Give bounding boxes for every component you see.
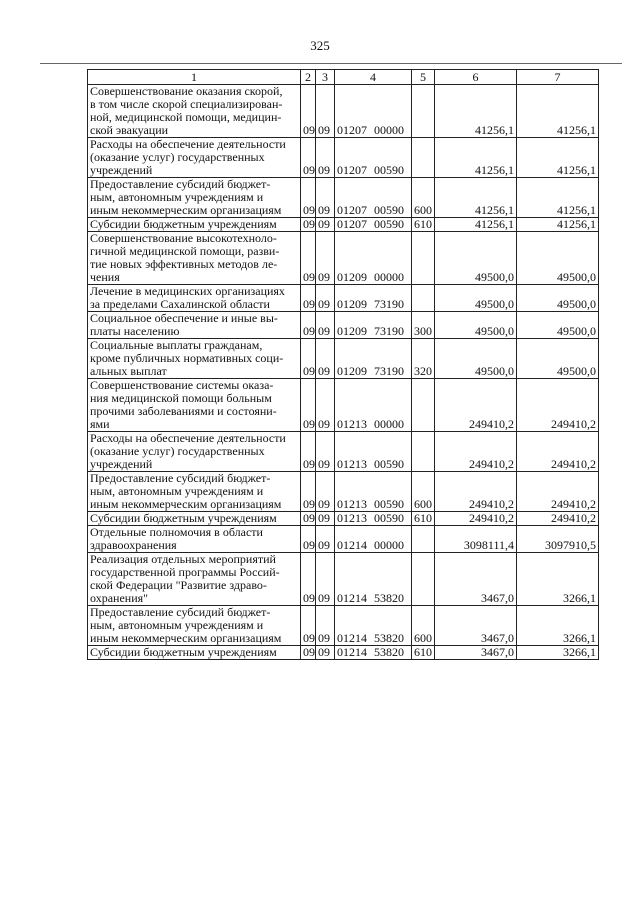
row-amount-year1: 49500,0 bbox=[435, 312, 517, 339]
table-row bbox=[88, 312, 599, 339]
row-subsection: 09 bbox=[316, 379, 335, 432]
row-amount-year2: 49500,0 bbox=[517, 312, 599, 339]
row-section: 09 bbox=[301, 606, 316, 646]
row-subsection: 09 bbox=[316, 606, 335, 646]
row-section: 09 bbox=[301, 218, 316, 232]
row-expense-type bbox=[412, 85, 435, 138]
table-row bbox=[88, 339, 599, 379]
row-subsection: 09 bbox=[316, 339, 335, 379]
header-rule bbox=[40, 63, 622, 64]
row-name: Совершенствование системы оказа- ния медицинской помощи больным прочими заболеваниями и состояни- ями bbox=[88, 379, 301, 432]
row-name: Отдельные полномочия в области здравоохранения bbox=[88, 526, 301, 553]
row-section: 09 bbox=[301, 85, 316, 138]
row-name: Совершенствование оказания скорой, в том числе скорой специализирован- ной, медицинской помощи, медицин- ской эвакуации bbox=[88, 85, 301, 138]
table-row bbox=[88, 646, 599, 660]
row-section: 09 bbox=[301, 178, 316, 218]
table-row bbox=[88, 526, 599, 553]
row-name: Совершенствование высокотехноло- гичной медицинской помощи, разви- тие новых эффективных методов ле- чения bbox=[88, 232, 301, 285]
row-expense-type bbox=[412, 379, 435, 432]
row-amount-year2: 41256,1 bbox=[517, 138, 599, 178]
row-amount-year1: 3467,0 bbox=[435, 553, 517, 606]
row-amount-year2: 249410,2 bbox=[517, 379, 599, 432]
table-row bbox=[88, 285, 599, 312]
row-target-code: 01213 00000 bbox=[335, 379, 412, 432]
row-expense-type: 610 bbox=[412, 646, 435, 660]
column-header: 5 bbox=[412, 70, 435, 85]
row-amount-year2: 3266,1 bbox=[517, 553, 599, 606]
row-amount-year1: 249410,2 bbox=[435, 379, 517, 432]
row-amount-year1: 41256,1 bbox=[435, 138, 517, 178]
column-header: 2 bbox=[301, 70, 316, 85]
header-row bbox=[88, 70, 599, 85]
row-section: 09 bbox=[301, 232, 316, 285]
row-subsection: 09 bbox=[316, 526, 335, 553]
row-section: 09 bbox=[301, 646, 316, 660]
row-name: Предоставление субсидий бюджет- ным, автономным учреждениям и иным некоммерческим организациям bbox=[88, 178, 301, 218]
row-expense-type bbox=[412, 285, 435, 312]
row-name: Субсидии бюджетным учреждениям bbox=[88, 646, 301, 660]
row-expense-type: 600 bbox=[412, 178, 435, 218]
row-subsection: 09 bbox=[316, 285, 335, 312]
row-subsection: 09 bbox=[316, 138, 335, 178]
row-name: Социальные выплаты гражданам, кроме публичных нормативных соци- альных выплат bbox=[88, 339, 301, 379]
row-subsection: 09 bbox=[316, 312, 335, 339]
column-header: 3 bbox=[316, 70, 335, 85]
column-header: 1 bbox=[88, 70, 301, 85]
row-expense-type: 610 bbox=[412, 218, 435, 232]
row-expense-type: 600 bbox=[412, 472, 435, 512]
table-row bbox=[88, 178, 599, 218]
row-subsection: 09 bbox=[316, 232, 335, 285]
row-amount-year2: 49500,0 bbox=[517, 339, 599, 379]
row-amount-year1: 3098111,4 bbox=[435, 526, 517, 553]
row-amount-year1: 49500,0 bbox=[435, 232, 517, 285]
page-number: 325 bbox=[310, 38, 330, 53]
row-expense-type: 300 bbox=[412, 312, 435, 339]
row-target-code: 01214 53820 bbox=[335, 646, 412, 660]
row-expense-type bbox=[412, 526, 435, 553]
row-target-code: 01214 00000 bbox=[335, 526, 412, 553]
row-amount-year2: 49500,0 bbox=[517, 232, 599, 285]
row-amount-year2: 249410,2 bbox=[517, 512, 599, 526]
row-subsection: 09 bbox=[316, 553, 335, 606]
row-amount-year1: 49500,0 bbox=[435, 285, 517, 312]
row-subsection: 09 bbox=[316, 646, 335, 660]
row-section: 09 bbox=[301, 432, 316, 472]
table-row bbox=[88, 606, 599, 646]
column-header: 6 bbox=[435, 70, 517, 85]
table-body bbox=[88, 85, 599, 660]
row-subsection: 09 bbox=[316, 432, 335, 472]
row-section: 09 bbox=[301, 312, 316, 339]
row-section: 09 bbox=[301, 472, 316, 512]
row-target-code: 01207 00000 bbox=[335, 85, 412, 138]
row-amount-year1: 41256,1 bbox=[435, 85, 517, 138]
budget-table bbox=[87, 69, 599, 660]
row-name: Расходы на обеспечение деятельности (оказание услуг) государственных учреждений bbox=[88, 138, 301, 178]
table-row bbox=[88, 553, 599, 606]
row-subsection: 09 bbox=[316, 85, 335, 138]
row-expense-type bbox=[412, 553, 435, 606]
row-name: Лечение в медицинских организациях за пределами Сахалинской области bbox=[88, 285, 301, 312]
row-target-code: 01213 00590 bbox=[335, 512, 412, 526]
row-name: Субсидии бюджетным учреждениям bbox=[88, 512, 301, 526]
table-row bbox=[88, 218, 599, 232]
row-amount-year2: 49500,0 bbox=[517, 285, 599, 312]
table-row bbox=[88, 379, 599, 432]
row-target-code: 01207 00590 bbox=[335, 178, 412, 218]
row-section: 09 bbox=[301, 526, 316, 553]
row-subsection: 09 bbox=[316, 512, 335, 526]
row-amount-year2: 3097910,5 bbox=[517, 526, 599, 553]
table-row bbox=[88, 85, 599, 138]
row-subsection: 09 bbox=[316, 178, 335, 218]
row-target-code: 01209 73190 bbox=[335, 285, 412, 312]
row-target-code: 01209 73190 bbox=[335, 339, 412, 379]
row-amount-year1: 3467,0 bbox=[435, 646, 517, 660]
row-amount-year1: 41256,1 bbox=[435, 178, 517, 218]
row-target-code: 01213 00590 bbox=[335, 432, 412, 472]
row-expense-type: 610 bbox=[412, 512, 435, 526]
row-expense-type bbox=[412, 232, 435, 285]
row-target-code: 01207 00590 bbox=[335, 138, 412, 178]
row-target-code: 01209 73190 bbox=[335, 312, 412, 339]
row-amount-year1: 3467,0 bbox=[435, 606, 517, 646]
column-header: 4 bbox=[335, 70, 412, 85]
row-amount-year2: 3266,1 bbox=[517, 606, 599, 646]
row-section: 09 bbox=[301, 339, 316, 379]
row-target-code: 01209 00000 bbox=[335, 232, 412, 285]
row-name: Предоставление субсидий бюджет- ным, автономным учреждениям и иным некоммерческим организациям bbox=[88, 472, 301, 512]
row-amount-year1: 249410,2 bbox=[435, 432, 517, 472]
row-amount-year1: 49500,0 bbox=[435, 339, 517, 379]
row-expense-type bbox=[412, 138, 435, 178]
row-amount-year2: 3266,1 bbox=[517, 646, 599, 660]
row-expense-type bbox=[412, 432, 435, 472]
row-section: 09 bbox=[301, 553, 316, 606]
row-expense-type: 320 bbox=[412, 339, 435, 379]
column-header: 7 bbox=[517, 70, 599, 85]
table-row bbox=[88, 512, 599, 526]
row-amount-year1: 249410,2 bbox=[435, 472, 517, 512]
row-section: 09 bbox=[301, 512, 316, 526]
row-amount-year2: 249410,2 bbox=[517, 472, 599, 512]
row-amount-year2: 41256,1 bbox=[517, 85, 599, 138]
row-target-code: 01213 00590 bbox=[335, 472, 412, 512]
row-amount-year2: 41256,1 bbox=[517, 178, 599, 218]
row-section: 09 bbox=[301, 138, 316, 178]
row-name: Субсидии бюджетным учреждениям bbox=[88, 218, 301, 232]
row-name: Реализация отдельных мероприятий государственной программы Россий- ской Федерации "Развитие здраво- охранения" bbox=[88, 553, 301, 606]
table-row bbox=[88, 472, 599, 512]
row-target-code: 01214 53820 bbox=[335, 606, 412, 646]
table-row bbox=[88, 432, 599, 472]
row-amount-year2: 249410,2 bbox=[517, 432, 599, 472]
row-amount-year2: 41256,1 bbox=[517, 218, 599, 232]
row-target-code: 01214 53820 bbox=[335, 553, 412, 606]
table-row bbox=[88, 232, 599, 285]
row-name: Предоставление субсидий бюджет- ным, автономным учреждениям и иным некоммерческим организациям bbox=[88, 606, 301, 646]
row-name: Социальное обеспечение и иные вы- платы населению bbox=[88, 312, 301, 339]
row-target-code: 01207 00590 bbox=[335, 218, 412, 232]
row-amount-year1: 41256,1 bbox=[435, 218, 517, 232]
row-amount-year1: 249410,2 bbox=[435, 512, 517, 526]
row-name: Расходы на обеспечение деятельности (оказание услуг) государственных учреждений bbox=[88, 432, 301, 472]
row-subsection: 09 bbox=[316, 218, 335, 232]
table-row bbox=[88, 138, 599, 178]
row-section: 09 bbox=[301, 379, 316, 432]
row-subsection: 09 bbox=[316, 472, 335, 512]
row-expense-type: 600 bbox=[412, 606, 435, 646]
row-section: 09 bbox=[301, 285, 316, 312]
